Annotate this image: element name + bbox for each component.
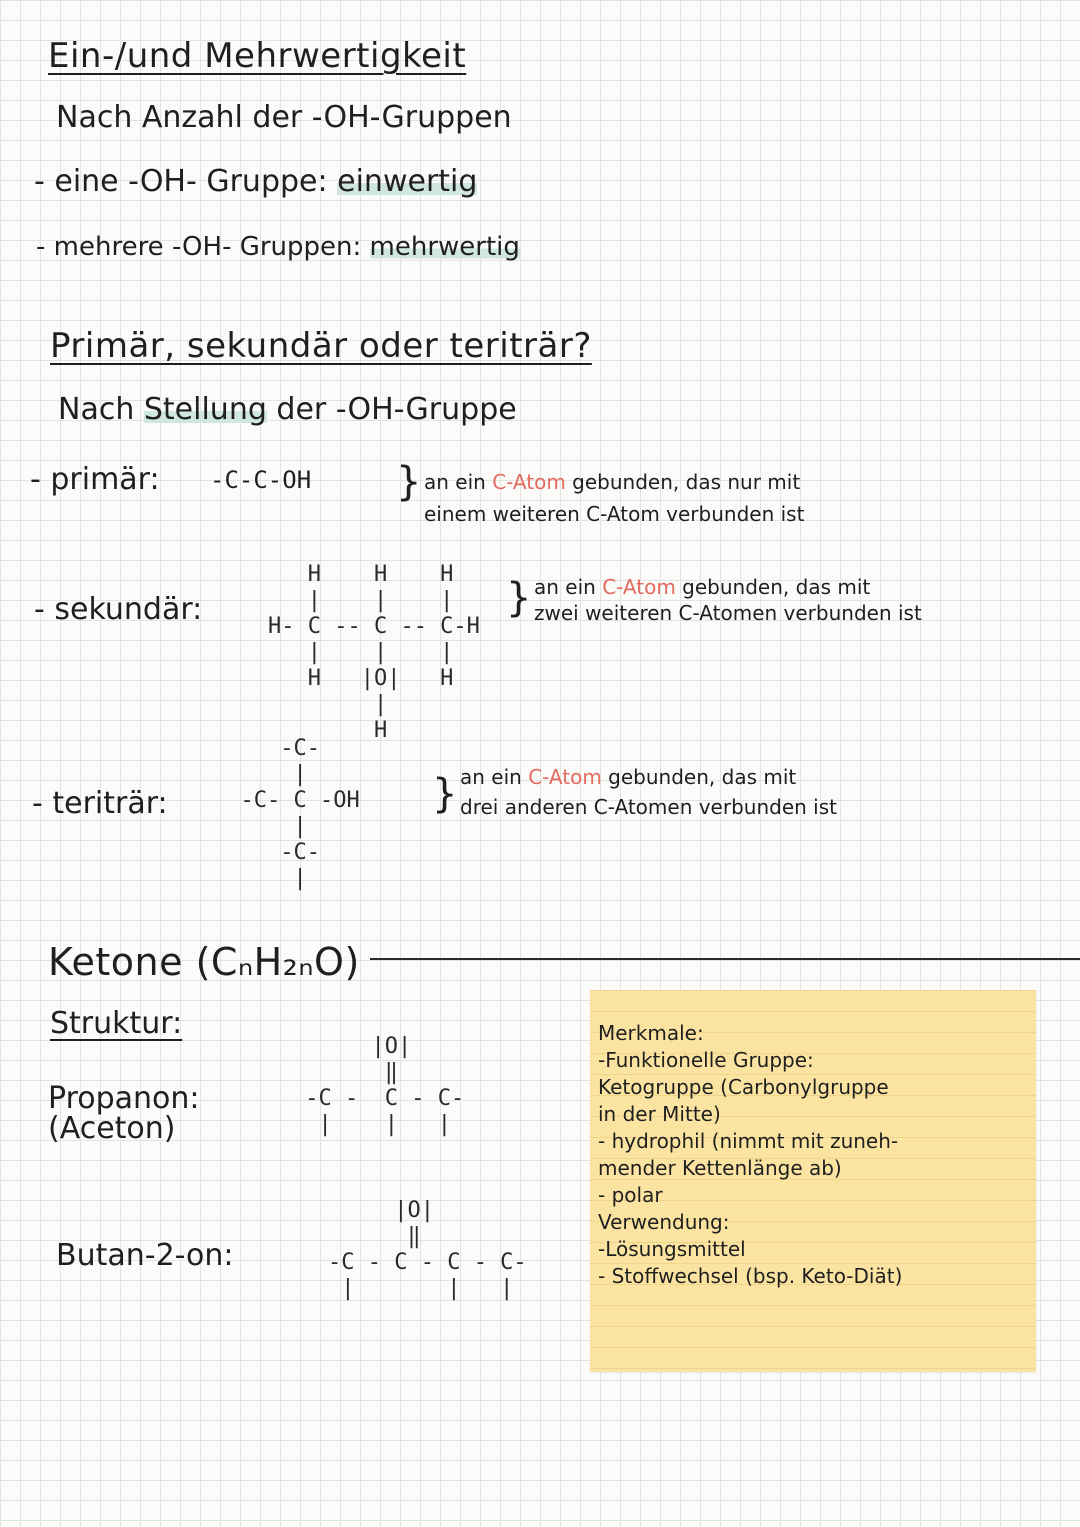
note-text: gebunden, das mit bbox=[675, 575, 871, 599]
sticky-line: Merkmale: bbox=[598, 1021, 704, 1045]
brace-icon: } bbox=[432, 771, 458, 817]
structure-tertiaer: -C- | -C- C -OH | -C- | bbox=[240, 736, 360, 891]
note-text: gebunden, das mit bbox=[601, 765, 797, 789]
note-text: an ein bbox=[534, 575, 603, 599]
sticky-line: mender Kettenlänge ab) bbox=[598, 1156, 842, 1180]
note-text: an ein bbox=[460, 765, 529, 789]
sticky-line: Ketogruppe (Carbonylgruppe bbox=[598, 1075, 889, 1099]
note-sekundaer bbox=[534, 574, 922, 626]
label-propanon bbox=[48, 1081, 200, 1146]
brace-icon: } bbox=[506, 575, 532, 621]
note-tertiaer bbox=[460, 762, 837, 822]
sticky-line: in der Mitte) bbox=[598, 1102, 721, 1126]
sticky-note bbox=[590, 990, 1036, 1372]
brace-icon: } bbox=[396, 459, 422, 505]
section-subtitle-anzahl: Nach Anzahl der -OH-Gruppen bbox=[56, 100, 512, 135]
subtitle-pre: Nach bbox=[58, 392, 144, 427]
structure-sekundaer: H H H | | | H- C -- C -- C-H | | | H |O| H | H bbox=[268, 562, 480, 743]
sticky-line: - polar bbox=[598, 1183, 663, 1207]
note-line2: zwei weiteren C-Atomen verbunden ist bbox=[534, 601, 922, 625]
propanon-name: Propanon: bbox=[48, 1081, 200, 1116]
section-title-ketone: Ketone (CₙH₂ₙO) bbox=[48, 940, 360, 984]
section-divider bbox=[370, 958, 1080, 960]
note-text: an ein bbox=[424, 470, 493, 494]
highlight-stellung: Stellung bbox=[143, 392, 267, 427]
highlight-einwertig: einwertig bbox=[337, 164, 478, 199]
note-primaer bbox=[424, 466, 804, 530]
section-title-stellung: Primär, sekundär oder teriträr? bbox=[50, 326, 592, 366]
label-primaer: - primär: bbox=[30, 462, 160, 497]
item-text: - eine -OH- Gruppe: bbox=[34, 164, 338, 199]
formula-primaer: -C-C-OH bbox=[210, 466, 312, 494]
subtitle-post: der -OH-Gruppe bbox=[266, 392, 517, 427]
item-text: - mehrere -OH- Gruppen: bbox=[36, 232, 370, 262]
sticky-line: -Lösungsmittel bbox=[598, 1237, 746, 1261]
sticky-line: - hydrophil (nimmt mit zuneh- bbox=[598, 1129, 899, 1153]
sticky-note-content bbox=[598, 1020, 902, 1290]
label-butanon: Butan-2-on: bbox=[56, 1238, 234, 1273]
label-struktur: Struktur: bbox=[50, 1006, 183, 1041]
c-atom-red: C-Atom bbox=[528, 765, 602, 789]
structure-propanon: |O| ‖ -C - C - C- | | | bbox=[305, 1034, 465, 1137]
note-line2: einem weiteren C-Atom verbunden ist bbox=[424, 502, 805, 526]
sticky-line: -Funktionelle Gruppe: bbox=[598, 1048, 814, 1072]
structure-butanon: |O| ‖ -C - C - C - C- | | | bbox=[328, 1198, 527, 1301]
propanon-alias: (Aceton) bbox=[48, 1111, 176, 1146]
note-line2: drei anderen C-Atomen verbunden ist bbox=[460, 795, 837, 819]
c-atom-red: C-Atom bbox=[602, 575, 676, 599]
sticky-line: - Stoffwechsel (bsp. Keto-Diät) bbox=[598, 1264, 903, 1288]
note-text: gebunden, das nur mit bbox=[565, 470, 801, 494]
sticky-line: Verwendung: bbox=[598, 1210, 730, 1234]
highlight-mehrwertig: mehrwertig bbox=[369, 232, 520, 262]
section-title-wertigkeit: Ein-/und Mehrwertigkeit bbox=[48, 36, 467, 76]
label-tertiaer: - teriträr: bbox=[32, 786, 168, 821]
section-subtitle-stellung bbox=[58, 392, 517, 427]
label-sekundaer: - sekundär: bbox=[34, 592, 203, 627]
list-item-einwertig bbox=[34, 164, 477, 199]
c-atom-red: C-Atom bbox=[492, 470, 566, 494]
list-item-mehrwertig bbox=[36, 232, 520, 262]
